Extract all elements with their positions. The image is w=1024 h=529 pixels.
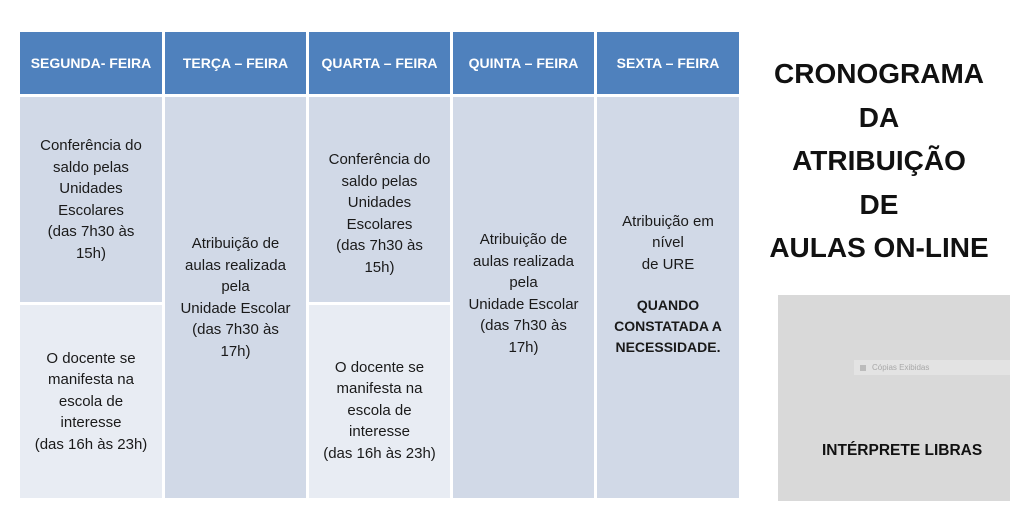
header-quinta-label: QUINTA – FEIRA — [468, 55, 579, 71]
quinta-cell — [453, 97, 594, 498]
segunda-top-cell — [20, 97, 162, 302]
libras-label: INTÉRPRETE LIBRAS — [822, 442, 983, 459]
segunda-bottom-text — [29, 348, 154, 456]
text-line: Unidade Escolar — [468, 295, 579, 313]
header-terca — [165, 32, 306, 94]
terca-text — [174, 233, 296, 362]
text-line: Unidades — [347, 194, 412, 211]
header-sexta — [597, 32, 739, 94]
header-sexta-label: SEXTA – FEIRA — [616, 55, 720, 71]
text-line: (das 7h30 às — [47, 223, 135, 240]
text-line: manifesta na — [336, 380, 423, 398]
text-line: Atribuição de — [191, 235, 280, 252]
text-line: 17h) — [508, 338, 539, 356]
segunda-bottom-cell — [20, 305, 162, 498]
text-line: Escolares — [346, 215, 413, 233]
text-line: nível — [652, 234, 684, 252]
text-line: Atribuição de — [479, 231, 568, 248]
text-line: saldo pelas — [53, 158, 129, 176]
text-line: interesse — [349, 423, 410, 441]
header-segunda — [20, 32, 162, 94]
text-line: pela — [509, 274, 538, 291]
terca-cell — [165, 97, 306, 498]
text-line: interesse — [60, 414, 122, 432]
text-line: Conferência do — [40, 137, 142, 154]
quarta-bottom-cell — [309, 305, 450, 498]
text-line: 17h) — [220, 342, 251, 360]
text-line: Atribuição em — [622, 212, 714, 230]
title-line: DE — [859, 188, 899, 220]
text-line: NECESSIDADE. — [615, 339, 721, 356]
libras-inner-bar — [854, 360, 1010, 375]
text-line: (das 7h30 às — [192, 321, 279, 338]
header-quinta — [453, 32, 594, 94]
title-line: CRONOGRAMA — [774, 58, 984, 89]
libras-video-box — [778, 295, 1010, 501]
text-line: Unidades — [59, 180, 123, 197]
text-line: QUANDO — [636, 297, 700, 314]
libras-inner-bar-label: Cópias Exibidas — [872, 363, 930, 372]
segunda-top-text — [34, 135, 148, 264]
text-line: manifesta na — [48, 371, 134, 389]
text-line: CONSTATADA A — [614, 318, 722, 335]
text-line: O docente se — [334, 358, 425, 376]
page-title — [748, 52, 1010, 270]
text-line: Conferência do — [328, 151, 431, 168]
text-line: aulas realizada — [185, 256, 286, 274]
quarta-bottom-text — [317, 357, 442, 465]
text-line: escola de — [58, 392, 124, 410]
header-terca-label: TERÇA – FEIRA — [182, 55, 289, 71]
header-quarta-label: QUARTA – FEIRA — [321, 55, 438, 71]
sexta-cell — [597, 97, 739, 498]
quarta-top-cell — [309, 97, 450, 302]
text-line: (das 7h30 às — [336, 237, 423, 254]
title-line: ATRIBUIÇÃO — [792, 145, 966, 176]
title-line: DA — [858, 101, 900, 133]
text-line: O docente se — [46, 349, 136, 367]
sexta-text — [608, 211, 728, 359]
text-line: Escolares — [58, 201, 124, 219]
text-line: 15h) — [364, 258, 395, 276]
quarta-top-text — [323, 149, 437, 278]
title-line: AULAS ON-LINE — [769, 232, 989, 263]
text-line: saldo pelas — [341, 172, 418, 190]
square-icon — [860, 365, 866, 371]
header-quarta — [309, 32, 450, 94]
text-line: (das 7h30 às — [480, 317, 567, 334]
text-line: 15h) — [75, 244, 106, 262]
header-segunda-label: SEGUNDA- FEIRA — [30, 55, 152, 71]
text-line: pela — [221, 278, 250, 295]
quinta-text — [462, 229, 584, 358]
text-line: escola de — [347, 401, 412, 419]
text-line: (das 16h às 23h) — [323, 444, 436, 462]
text-line: aulas realizada — [473, 252, 574, 270]
text-line: Unidade Escolar — [180, 299, 291, 317]
text-line: de URE — [641, 255, 695, 273]
sexta-condition — [614, 295, 722, 358]
text-line: (das 16h às 23h) — [34, 435, 148, 453]
